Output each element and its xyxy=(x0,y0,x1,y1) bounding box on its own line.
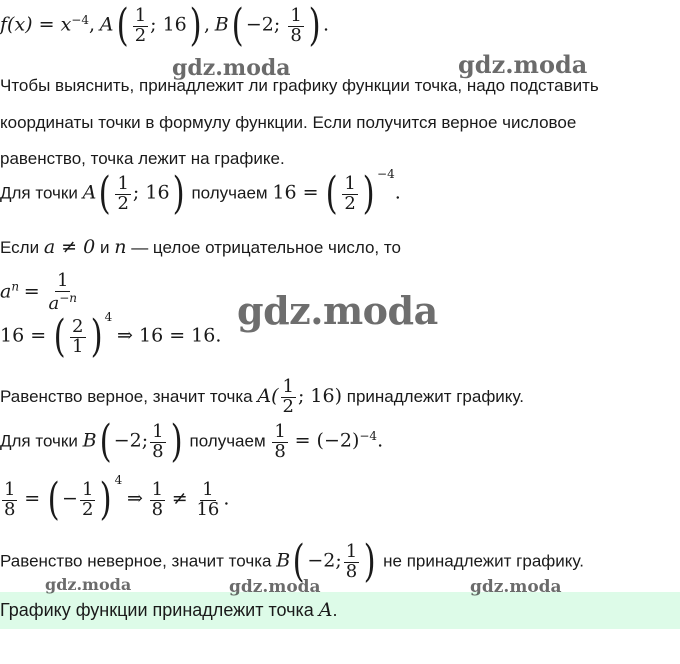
function-exponent: −4 xyxy=(71,12,89,27)
intro-line-1: Чтобы выяснить, принадлежит ли графику функции точка, надо подставить xyxy=(0,76,599,95)
watermark: gdz.moda xyxy=(458,50,588,79)
answer-box xyxy=(0,592,680,629)
intro-line-3: равенство, точка лежит на графике. xyxy=(0,149,285,168)
point-b-substitution: Для точки B( −2; $\frac{1}{8}$ ) получаем $\frac{1}{8}$ = $(-2)^{-4}$. xyxy=(0,416,384,467)
watermark: gdz.moda xyxy=(229,577,321,597)
conclusion-b: Равенство неверное, значит точка B( −2; $\frac{1}{8}$ ) не принадлежит графику. xyxy=(0,536,584,587)
calc-a: 16 = ( $\frac{2}{1}$ ) $^4$ ⇒ 16 = 16. xyxy=(0,310,222,362)
point-b-fraction: $\frac{1}{8}$ xyxy=(290,4,302,46)
point-a-label: A xyxy=(99,13,114,36)
point-b-x: −2; xyxy=(245,13,287,36)
watermark: gdz.moda xyxy=(172,55,291,81)
point-a-substitution: Для точки A( $\frac{1}{2}$ ; 16) получаем 16 = ( $\frac{1}{2}$ ) $^{-4}$. xyxy=(0,167,401,219)
rule-formula: $a^n$ = $\frac{1}{a^{-n}}$ xyxy=(0,270,77,314)
conclusion-a: Равенство верное, значит точка A( $\frac{1}{2}$ ; 16) принадлежит графику. xyxy=(0,376,524,417)
point-b-label: B xyxy=(214,13,229,36)
task-statement: $f(x) = x^{-4}$, A( $\frac{1}{2}$ ; 16) , B( −2; $\frac{1}{8}$ ) . xyxy=(0,0,329,51)
watermark: gdz.moda xyxy=(237,288,438,333)
watermark: gdz.moda xyxy=(45,575,132,594)
point-a-y: ; 16 xyxy=(150,13,187,36)
answer-text: Графику функции принадлежит точка A. xyxy=(0,599,338,621)
intro-line-2: координаты точки в формулу функции. Если получится верное числовое xyxy=(0,113,577,132)
point-a-fraction: $\frac{1}{2}$ xyxy=(134,4,147,46)
calc-b: $\frac{1}{8}$ = ( − $\frac{1}{2}$ ) $^4$ ⇒ $\frac{1}{8}$ ≠ $\frac{1}{16}$ . xyxy=(4,473,230,525)
rule-sentence: Если a ≠ 0 и n — целое отрицательное число, то xyxy=(0,236,401,258)
watermark: gdz.moda xyxy=(470,577,562,597)
function-formula: f(x) = x xyxy=(0,13,72,36)
